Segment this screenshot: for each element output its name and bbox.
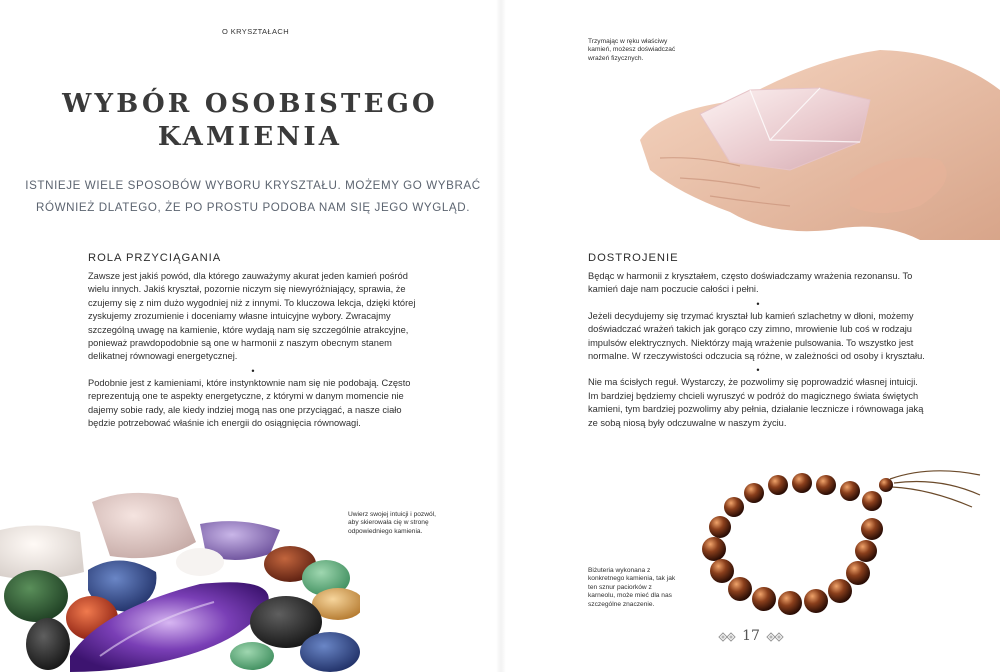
page-number-block [716, 627, 786, 647]
separator-bullet: • [756, 365, 760, 376]
book-gutter [496, 0, 506, 672]
folio-ornament-icon [766, 632, 784, 642]
right-paragraph-3: Nie ma ścisłych reguł. Wystarczy, że pozwolimy się poprowadzić własnej intuicji. Im bardziej będziemy chcieli wyruszyć w podróż do magicznego świata świętych kamieni, tym bardziej pozwolimy aby pełnia, działanie lecznicze i równowaga jaką ze sobą niosą były odczuwalne w naszym życiu. [588, 377, 924, 428]
right-paragraph-2: Jeżeli decydujemy się trzymać kryształ lub kamień szlachetny w dłoni, możemy doświadczać wrażeń takich jak gorąco czy zimno, mrowienie lub coś w rodzaju impulsów elektrycznych. Niektórzy mają wrażenie pulsowania. To wszystko jest normalne. W rzeczywistości odczucia są różne, w zależności od osoby i kryształu. [588, 310, 925, 362]
lead-line-1: ISTNIEJE WIELE SPOSOBÓW WYBORU KRYSZTAŁU. MOŻEMY GO WYBRAĆ [25, 179, 481, 192]
right-section-body [588, 270, 928, 430]
folio-ornament-icon [718, 632, 736, 642]
carnelian-beads-photo [680, 455, 1000, 625]
lead-text [18, 175, 488, 219]
separator-bullet: • [251, 365, 255, 376]
right-paragraph-1: Będąc w harmonii z kryształem, często doświadczamy wrażenia rezonansu. To kamień daje nam poczucie całości i pełni. [588, 271, 913, 295]
caption-hand: Trzymając w ręku właściwy kamień, możesz doświadczać wrażeń fizycznych. [588, 38, 676, 62]
separator-bullet: • [756, 298, 760, 309]
page-number: 17 [742, 628, 760, 644]
page-title [60, 88, 440, 154]
left-paragraph-1: Zawsze jest jakiś powód, dla którego zauważymy akurat jeden kamień pośród wielu innych. Jakiś kryształ, pozornie niczym się niewyróżniający, sprawia, że czujemy się z nim dużo wygodniej niż z innymi. To kluczowa lekcja, dzięki której zyskujemy zrozumienie i doceniamy własne intuicyjne wybory. Zwracajmy szczególną uwagę na kamienie, które wydają nam się szczególnie atrakcyjne, ponieważ prawdopodobnie są one w harmonii z naszym obecnym stanem delikatnej równowagi energetycznej. [88, 271, 416, 362]
right-section-heading: DOSTROJENIE [588, 252, 679, 264]
left-section-body [88, 270, 418, 430]
caption-beads: Biżuteria wykonana z konkretnego kamienia, tak jak ten sznur paciorków z karneolu, może mieć dla nas szczególne znaczenie. [588, 567, 676, 608]
left-section-heading: ROLA PRZYCIĄGANIA [88, 252, 222, 264]
left-paragraph-2: Podobnie jest z kamieniami, które instynktownie nam się nie podobają. Często reprezentują one te aspekty energetyczne, z którymi w danym momencie nie dajemy sobie rady, ale kiedy indziej mogą nas one przyciągać, a nasze ciało będzie potrzebować właśnie ich energii do osiągnięcia równowagi. [88, 377, 411, 429]
title-line-1: WYBÓR OSOBISTEGO [62, 89, 438, 119]
title-line-2: KAMIENIA [157, 122, 343, 152]
lead-line-2: RÓWNIEŻ DLATEGO, ŻE PO PROSTU PODOBA NAM SIĘ JEGO WYGLĄD. [35, 201, 471, 214]
caption-stones: Uwierz swojej intuicji i pozwól, aby skierowała cię w stronę odpowiedniego kamienia. [348, 511, 436, 535]
running-head: O KRYSZTAŁACH [222, 27, 290, 36]
crystals-photo [0, 480, 360, 672]
